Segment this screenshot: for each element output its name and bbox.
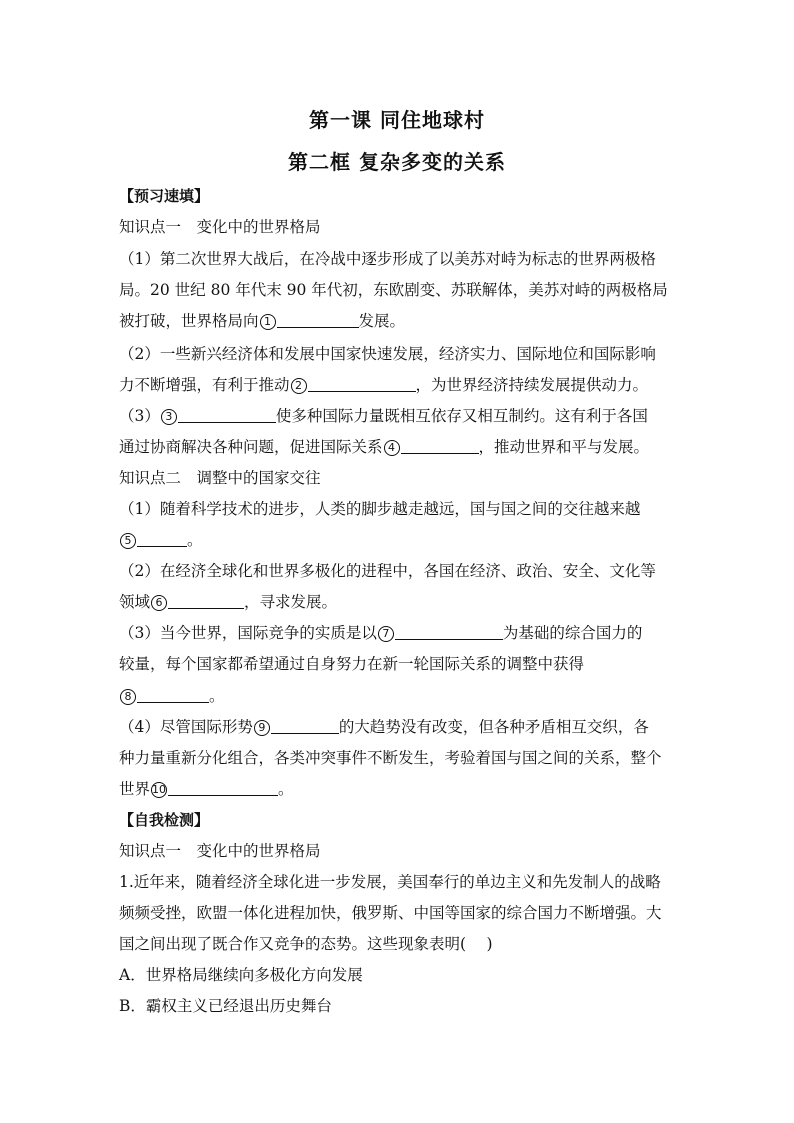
preview-p1-line3: 被打破，世界格局向 1 发展。: [119, 312, 406, 330]
fill-blank-5[interactable]: [137, 531, 187, 547]
circled-number: 1: [260, 314, 276, 330]
fill-blank-7[interactable]: [395, 624, 503, 640]
fill-blank-4[interactable]: [401, 438, 479, 454]
knowledge-point-1: 知识点一 变化中的世界格局: [119, 218, 321, 236]
fill-blank-9[interactable]: [271, 718, 339, 734]
fill-blank-2[interactable]: [308, 376, 416, 392]
circled-number: 7: [378, 626, 394, 642]
knowledge-point-2: 知识点二 调整中的国家交往: [119, 469, 321, 487]
option-b[interactable]: B．霸权主义已经退出历史舞台: [119, 997, 332, 1015]
preview-p2-line1: （2）一些新兴经济体和发展中国家快速发展，经济实力、国际地位和国际影响: [119, 345, 656, 363]
preview-q4-line1: （4）尽管国际形势 9 的大趋势没有改变，但各种矛盾相互交织，各: [119, 718, 649, 736]
preview-q4-line2: 种力量重新分化组合，各类冲突事件不断发生，考验着国与国之间的关系，整个: [119, 749, 662, 767]
fill-blank-8[interactable]: [137, 687, 209, 703]
fill-blank-3[interactable]: [178, 407, 276, 423]
circled-number: 2: [291, 378, 307, 394]
preview-p3-line1: （3） 3 使多种国际力量既相互依存又相互制约。这有利于各国: [119, 407, 648, 425]
preview-p1-line1: （1）第二次世界大战后，在冷战中逐步形成了以美苏对峙为标志的世界两极格: [119, 250, 656, 268]
fill-blank-6[interactable]: [168, 593, 244, 609]
option-a[interactable]: A．世界格局继续向多极化方向发展: [119, 966, 363, 984]
question-1-line2: 频频受挫，欧盟一体化进程加快，俄罗斯、中国等国家的综合国力不断增强。大: [119, 904, 662, 922]
circled-number: 4: [384, 440, 400, 456]
preview-q3-line1: （3）当今世界，国际竞争的实质是以 7 为基础的综合国力的: [119, 624, 643, 642]
preview-q2-line2: 领域 6 ，寻求发展。: [119, 593, 338, 611]
preview-q3-line2: 较量，每个国家都希望通过自身努力在新一轮国际关系的调整中获得: [119, 655, 585, 673]
circled-number: 8: [120, 689, 136, 705]
preview-p3-line2: 通过协商解决各种问题，促进国际关系 4 ，推动世界和平与发展。: [119, 438, 650, 456]
preview-q1-line2: 5 。: [119, 530, 679, 550]
section-title: 第二框 复杂多变的关系: [288, 150, 506, 174]
circled-number: 9: [254, 720, 270, 736]
lesson-title: 第一课 同住地球村: [309, 108, 485, 132]
preview-q1-line1: （1）随着科学技术的进步，人类的脚步越走越远，国与国之间的交往越来越: [119, 500, 641, 518]
self-check-heading: 【自我检测】: [119, 811, 210, 829]
preview-q2-line1: （2）在经济全球化和世界多极化的进程中，各国在经济、政治、安全、文化等: [119, 562, 656, 580]
circled-number: 6: [151, 595, 167, 611]
fill-blank-10[interactable]: [168, 780, 278, 796]
fill-blank-1[interactable]: [277, 312, 359, 328]
preview-p2-line2: 力不断增强，有利于推动 2 ，为世界经济持续发展提供动力。: [119, 376, 649, 394]
circled-number: 10: [152, 783, 167, 796]
circled-number: 5: [120, 533, 136, 549]
preview-heading: 【预习速填】: [119, 187, 210, 205]
self-check-knowledge-point-1: 知识点一 变化中的世界格局: [119, 842, 321, 860]
circled-number: 3: [161, 409, 177, 425]
preview-p1-line2: 局。20 世纪 80 年代末 90 年代初，东欧剧变、苏联解体，美苏对峙的两极格局: [119, 281, 668, 299]
question-1-line3: 国之间出现了既合作又竞争的态势。这些现象表明( ): [119, 935, 493, 953]
preview-q3-line3: 8 。: [119, 686, 679, 706]
question-1-line1: 1.近年来，随着经济全球化进一步发展，美国奉行的单边主义和先发制人的战略: [119, 873, 661, 891]
preview-q4-line3: 世界 10 。: [119, 780, 294, 798]
